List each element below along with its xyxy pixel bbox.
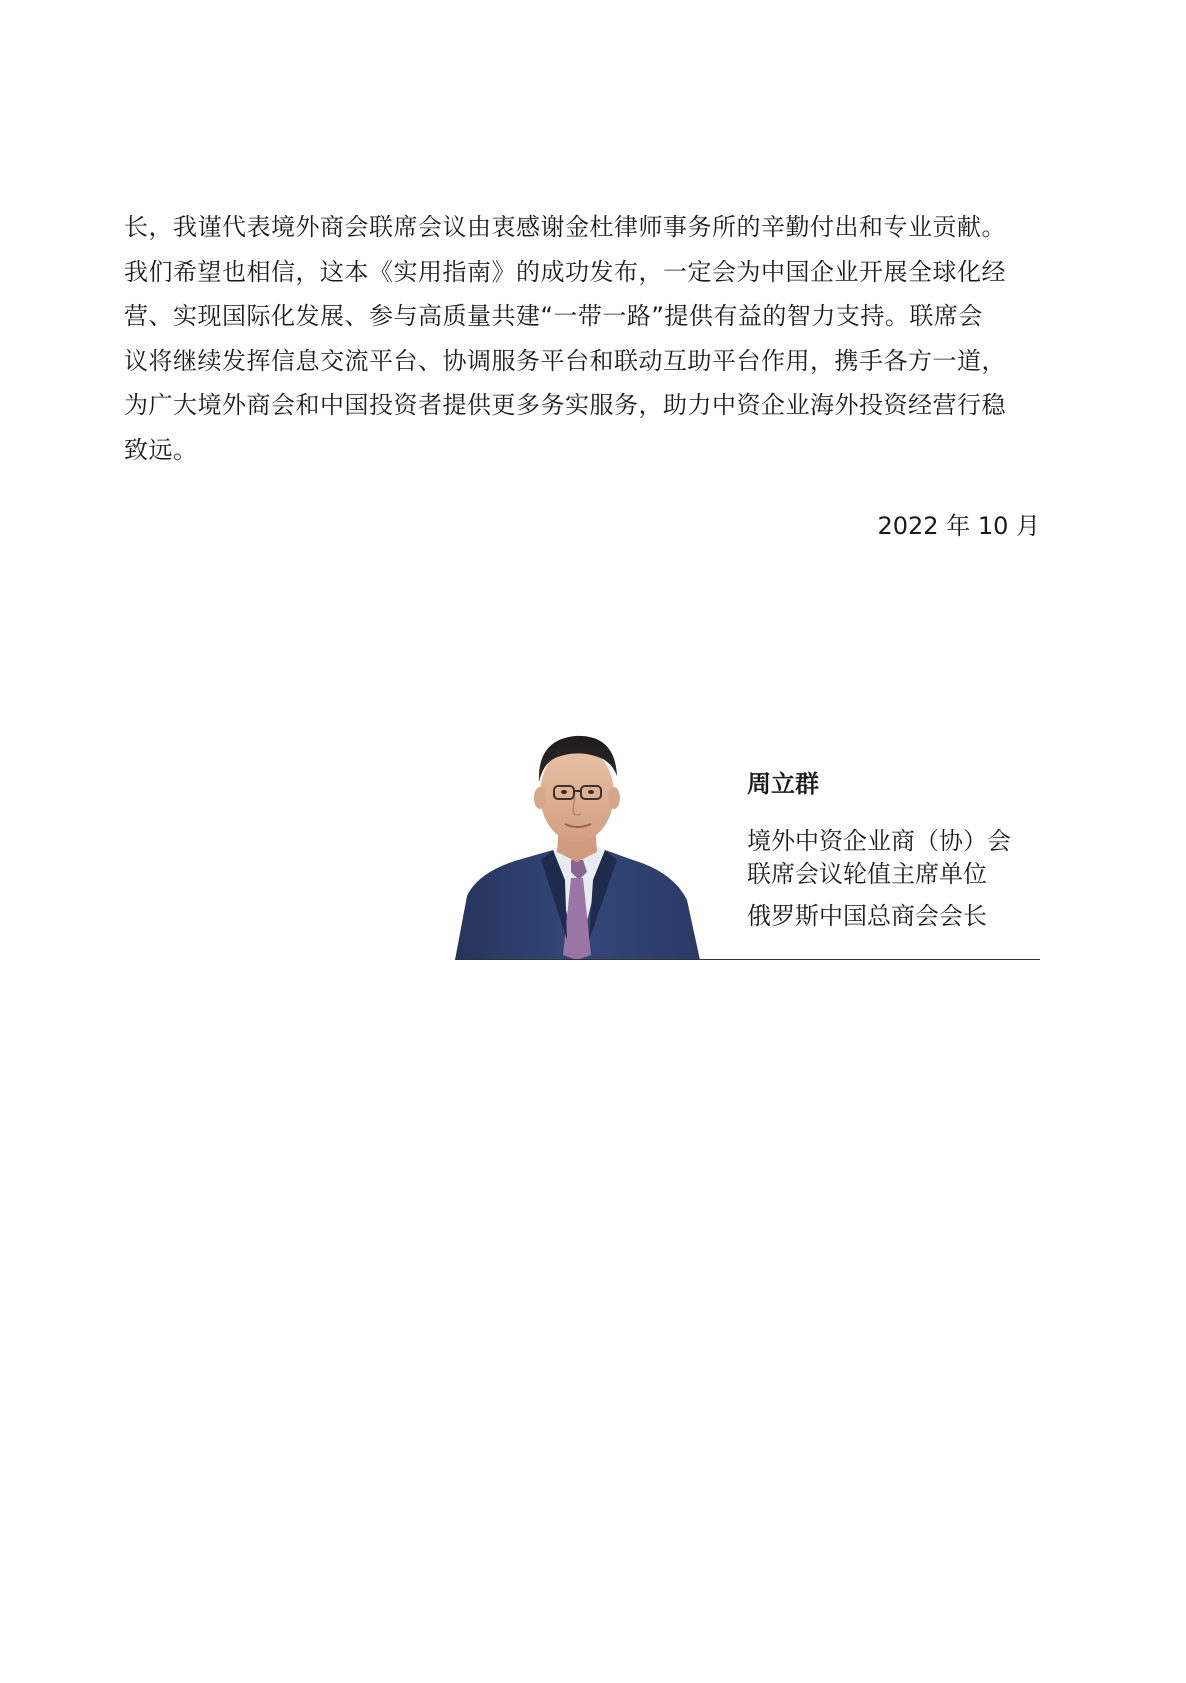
portrait-photo [455, 710, 700, 960]
body-paragraph: 长，我谨代表境外商会联席会议由衷感谢金杜律师事务所的辛勤付出和专业贡献。 我们希望也相信，这本《实用指南》的成功发布，一定会为中国企业开展全球化经 营、实现国际化发展、参与高质量共建“一带一路”提供有益的智力支持。联席会 议将继续发挥信息交流平台、协调服务平台和联动互助平台作用，携手各方一道， 为广大境外商会和中国投资者提供更多务实服务，助力中资企业海外投资经营行稳 致远。 [124, 213, 1006, 464]
signature-divider [455, 959, 1040, 960]
signatory-title-3: 俄罗斯中国总商会会长 [747, 902, 987, 930]
signatory-title-2: 联席会议轮值主席单位 [747, 860, 987, 888]
date-line: 2022 年 10 月 [877, 512, 1040, 540]
signatory-name: 周立群 [747, 770, 819, 798]
signature-text [747, 768, 1040, 933]
signatory-title-1: 境外中资企业商（协）会 [747, 827, 1011, 855]
signature-block [455, 710, 1040, 960]
